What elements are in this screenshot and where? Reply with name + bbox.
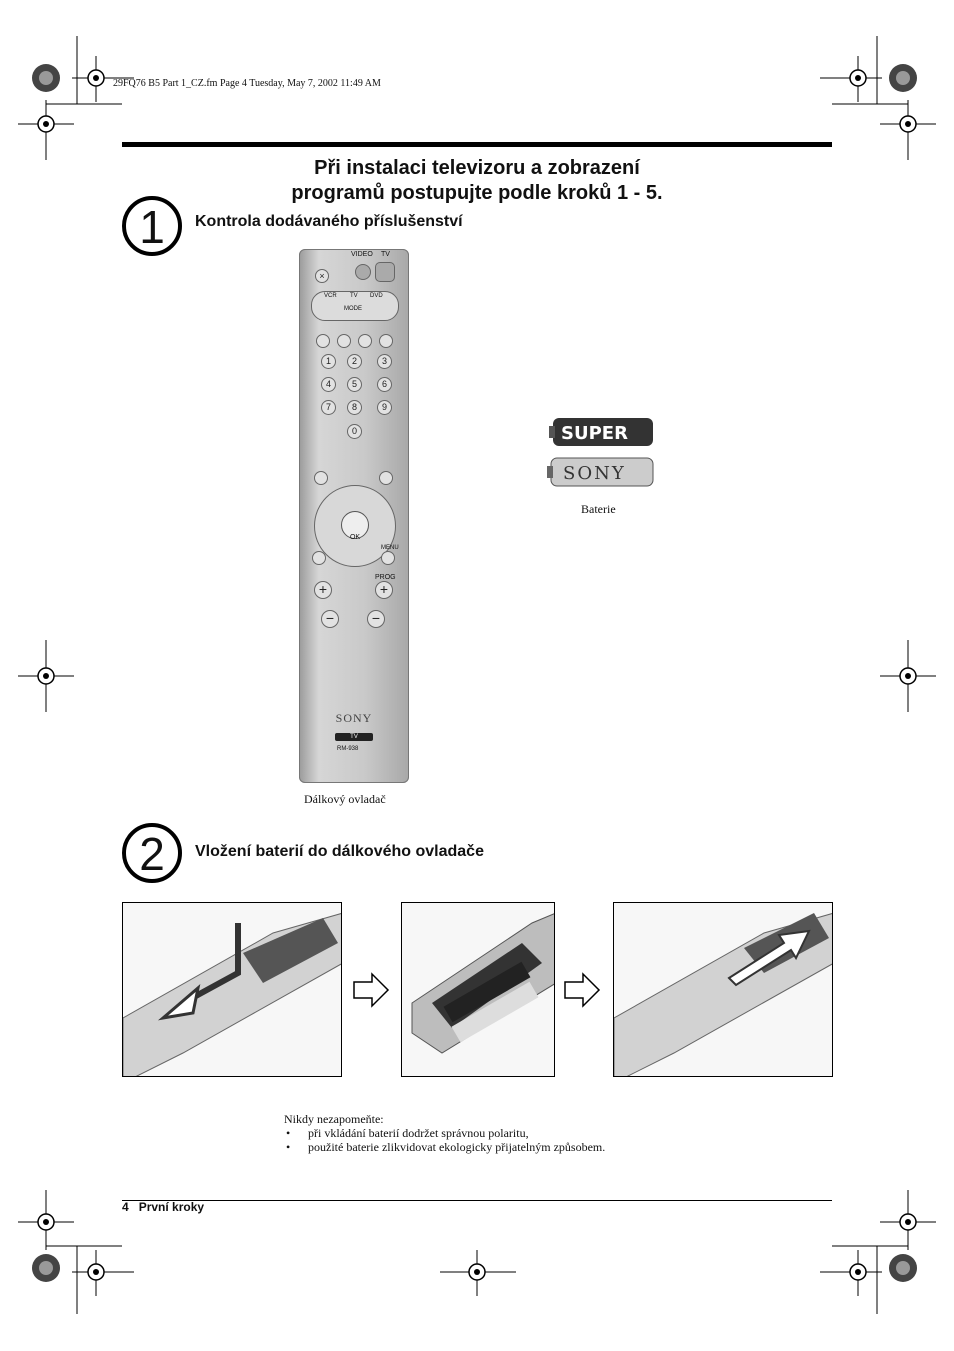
- vcr-label: VCR: [324, 293, 337, 299]
- tv-badge: TV: [335, 733, 373, 741]
- bottom-rule: [122, 1200, 832, 1201]
- tv2-label: TV: [350, 293, 358, 299]
- step-2-heading: Vložení baterií do dálkového ovladače: [195, 843, 484, 860]
- digit-button-3: 3: [377, 354, 392, 369]
- menu-label: MENU: [381, 545, 399, 551]
- ok-button-icon: [341, 511, 369, 539]
- digit-button-6: 6: [377, 377, 392, 392]
- model-label: RM-938: [337, 746, 359, 752]
- notes-list: [284, 1126, 605, 1154]
- mute-button-icon: ×: [315, 269, 329, 283]
- func-button-3: [358, 334, 372, 348]
- prog-up-icon: +: [375, 581, 393, 599]
- battery-label-super: SUPER: [561, 423, 628, 444]
- ok-label: OK: [349, 534, 361, 541]
- file-info-header: 29FQ76 B5 Part 1_CZ.fm Page 4 Tuesday, May 7, 2002 11:49 AM: [113, 78, 381, 89]
- volume-down-icon: −: [321, 610, 339, 628]
- volume-up-icon: +: [314, 581, 332, 599]
- video-label: VIDEO: [351, 251, 373, 258]
- digit-button-8: 8: [347, 400, 362, 415]
- arrow-right-icon: [352, 972, 390, 1008]
- notes: [284, 1112, 605, 1154]
- title-line-1: Při instalaci televizoru a zobrazení: [314, 157, 640, 179]
- arrow-right-icon-2: [563, 972, 601, 1008]
- func-button-2: [337, 334, 351, 348]
- mode-label: MODE: [344, 306, 362, 312]
- menu-button-icon: [381, 551, 395, 565]
- func-button-7: [312, 551, 326, 565]
- top-rule: [122, 142, 832, 147]
- step-1-number: 1: [122, 196, 182, 256]
- func-button-4: [379, 334, 393, 348]
- batteries-illustration: [547, 412, 659, 494]
- step-2-number: 2: [122, 823, 182, 883]
- digit-button-4: 4: [321, 377, 336, 392]
- remote-control-illustration: [299, 249, 409, 783]
- tv-power-button-icon: [375, 262, 395, 282]
- list-item: • při vkládání baterií dodržet správnou polaritu,: [284, 1126, 605, 1140]
- photo-close-cover: [613, 902, 833, 1077]
- remote-caption: Dálkový ovladač: [304, 792, 386, 806]
- step-1-heading: Kontrola dodávaného příslušenství: [195, 213, 463, 230]
- batteries-caption: Baterie: [581, 502, 616, 516]
- title-line-2: programů postupujte podle kroků 1 - 5.: [291, 182, 663, 204]
- mode-selector: [311, 291, 399, 321]
- func-button-1: [316, 334, 330, 348]
- digit-button-0: 0: [347, 424, 362, 439]
- digit-button-7: 7: [321, 400, 336, 415]
- page-number: 4: [122, 1200, 129, 1214]
- tv-label: TV: [381, 251, 390, 258]
- digit-button-2: 2: [347, 354, 362, 369]
- notes-intro: Nikdy nezapomeňte:: [284, 1112, 384, 1126]
- func-button-5: [314, 471, 328, 485]
- digit-button-5: 5: [347, 377, 362, 392]
- section-name: První kroky: [138, 1200, 205, 1214]
- prog-label: PROG: [375, 574, 396, 581]
- page-title: [122, 156, 832, 206]
- dvd-label: DVD: [370, 293, 383, 299]
- digit-button-1: 1: [321, 354, 336, 369]
- digit-button-9: 9: [377, 400, 392, 415]
- prog-down-icon: −: [367, 610, 385, 628]
- sony-brand-label: SONY: [335, 711, 373, 725]
- func-button-6: [379, 471, 393, 485]
- battery-label-sony: SONY: [563, 463, 626, 484]
- photo-open-cover: [122, 902, 342, 1077]
- photo-insert-batteries: [401, 902, 555, 1077]
- video-power-button-icon: [355, 264, 371, 280]
- footer: [122, 1200, 204, 1214]
- list-item: • použité baterie zlikvidovat ekologicky přijatelným způsobem.: [284, 1140, 605, 1154]
